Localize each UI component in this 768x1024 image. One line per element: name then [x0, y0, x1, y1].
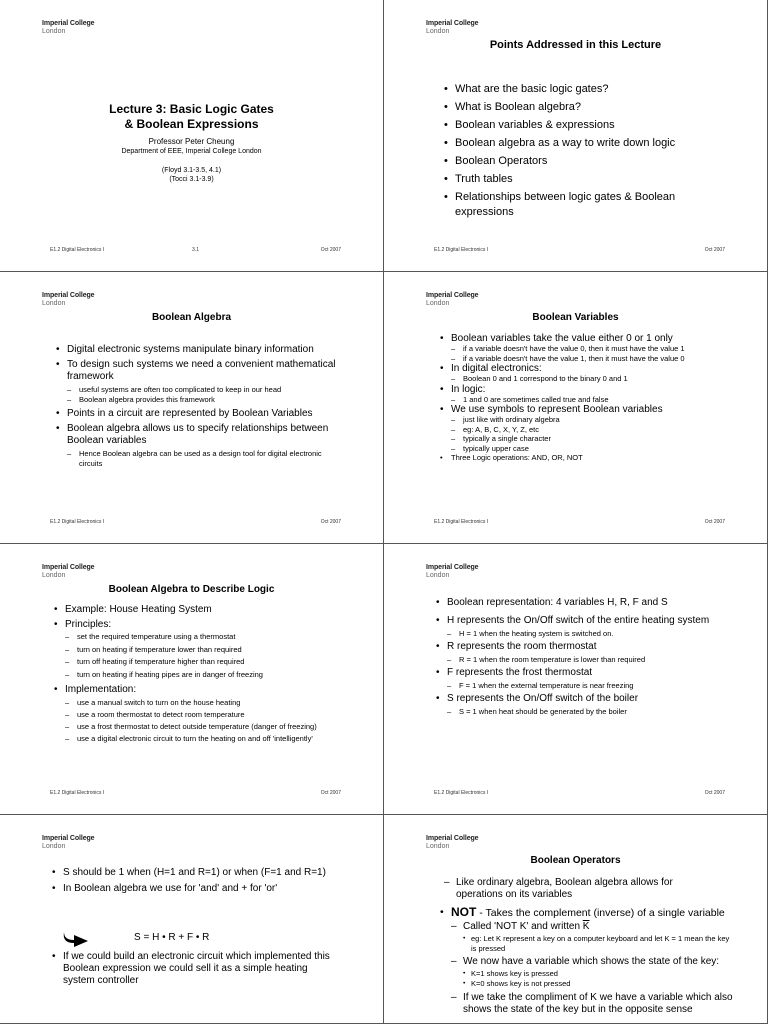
slide-footer: E1.2 Digital Electronics I Oct 2007: [50, 790, 341, 796]
slide-title: Boolean Operators: [530, 855, 621, 866]
college-logo: Imperial College London: [42, 835, 95, 850]
slide-7: [0, 815, 384, 1024]
content-list-top: • S should be 1 when (H=1 and R=1) or when (F=1 and R=1) • In Boolean algebra we use for 'and' and + for 'or': [52, 867, 332, 895]
slide-8: [384, 815, 768, 1024]
points-list: • What are the basic logic gates? • What is Boolean algebra? • Boolean variables & expressions • Boolean algebra as a way to write down logic • Boolean Operators • Truth tables • Relationships between logic gates & Boolean expressions: [444, 82, 744, 220]
slide-footer: E1.2 Digital Electronics I Oct 2007: [50, 519, 341, 525]
references: (Floyd 3.1-3.5, 4.1) (Tocci 3.1-3.9): [161, 167, 222, 183]
college-logo: Imperial College London: [426, 835, 479, 850]
content-list: • Digital electronic systems manipulate binary information • To design such systems we need a convenient mathematical framework – useful systems are often too complicated to keep in our head – Boolean algebra provides this framework • Points in a circuit are represented by Boolean Variables • Boolean algebra allows us to specify relationships between Boolean variables – Hence Boolean algebra can be used as a design tool for digital electronic circuits: [56, 344, 336, 469]
college-logo: Imperial College London: [42, 564, 95, 579]
lecture-title: Lecture 3: Basic Logic Gates & Boolean Expressions: [109, 102, 274, 131]
slide-title: Boolean Algebra to Describe Logic: [108, 584, 275, 595]
college-logo: Imperial College London: [42, 20, 95, 35]
slide-title: Boolean Algebra: [151, 312, 232, 323]
college-logo: Imperial College London: [426, 292, 479, 307]
slide-title: Boolean Variables: [532, 312, 619, 323]
slide-footer: E1.2 Digital Electronics I Oct 2007: [434, 247, 725, 253]
slide-footer: E1.2 Digital Electronics I Oct 2007: [434, 790, 725, 796]
slide-footer: E1.2 Digital Electronics I 3.1 Oct 2007: [50, 247, 341, 253]
arrow-icon: [62, 929, 90, 947]
content-list: • Boolean variables take the value either 0 or 1 only – if a variable doesn't have the value 0, then it must have the value 1 – if a variable doesn't have the value 1, then it must have the value 0 • In digital electronics: – Boolean 0 and 1 correspond to the binary 0 and 1 • In logic: – 1 and 0 are sometimes called true and false • We use symbols to represent Boolean variables – just like with ordinary algebra – eg: A, B, C, X, Y, Z, etc – typically a single character – typically upper case • Three Logic operations: AND, OR, NOT: [440, 333, 760, 463]
slide-1: [0, 0, 384, 272]
boolean-equation: S = H • R + F • R: [134, 932, 210, 943]
content-list-bottom: • If we could build an electronic circuit which implemented this Boolean expression we could sell it as a simple heating system controller: [52, 951, 334, 987]
slide-5: [0, 544, 384, 815]
college-logo: Imperial College London: [426, 20, 479, 35]
slide-title: Points Addressed in this Lecture: [489, 39, 662, 51]
content-list: – Like ordinary algebra, Boolean algebra allows for operations on its variables • NOT - Takes the complement (inverse) of a single variable – Called 'NOT K' and written $\overline{K}$ • eg: Let K represent a key on a computer keyboard and let K = 1 mean the key is pressed – We now have a variable which shows the state of the key: • K=1 shows key is pressed • K=0 shows key is not pressed – If we take the compliment of K we have a variable which also shows the state of the key but in the opposite sense: [440, 877, 750, 1016]
slide-footer: E1.2 Digital Electronics I Oct 2007: [434, 519, 725, 525]
college-logo: Imperial College London: [426, 564, 479, 579]
slide-3: [0, 272, 384, 544]
content-list: • Example: House Heating System • Principles: – set the required temperature using a thermostat – turn on heating if temperature lower than required – turn off heating if temperature higher than required – turn on heating if heating pipes are in danger of freezing • Implementation: – use a manual switch to turn on the house heating – use a room thermostat to detect room temperature – use a frost thermostat to detect outside temperature (danger of freezing) – use a digital electronic circuit to turn the heating on and off 'intelligently': [54, 604, 344, 744]
content-list: • Boolean representation: 4 variables H, R, F and S • H represents the On/Off switch of the entire heating system – H = 1 when the heating system is switched on. • R represents the room thermostat – R = 1 when the room temperature is lower than required • F represents the frost thermostat – F = 1 when the external temperature is near freezing • S represents the On/Off switch of the boiler – S = 1 when heat should be generated by the boiler: [436, 595, 736, 717]
slide-6: [384, 544, 768, 815]
college-logo: Imperial College London: [42, 292, 95, 307]
author-block: Professor Peter Cheung Department of EEE, Imperial College London: [121, 137, 262, 155]
slide-4: [384, 272, 768, 544]
k-bar: $\overline{K}$: [582, 921, 590, 932]
slide-2: [384, 0, 768, 272]
